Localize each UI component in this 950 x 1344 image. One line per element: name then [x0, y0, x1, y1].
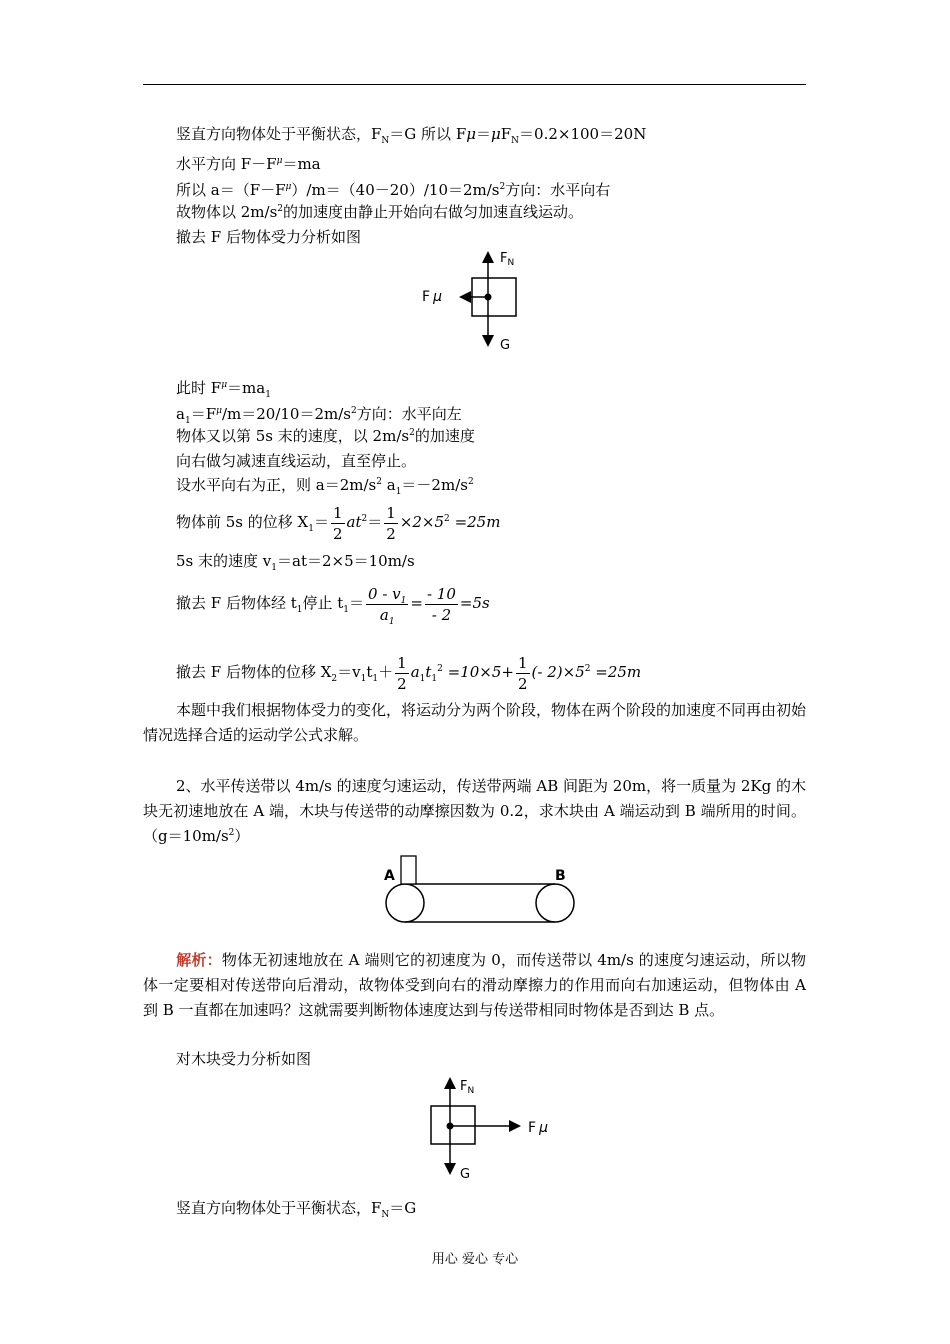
page-footer: 用心 爱心 专心 [431, 1252, 519, 1267]
summary-paragraph: 本题中我们根据物体受力的变化，将运动分为两个阶段，物体在两个阶段的加速度不同再由初始情况选择合适的运动学公式求解。 [143, 701, 807, 744]
text-line: 水平方向 $F-F^\mu=ma$ [176, 155, 321, 173]
pulley-a [386, 884, 424, 922]
equation-x1: 物体前 5s 的位移 $X_1=$ $\frac{1}{2}$ $at^2=$ $\frac{1}{2}$ $\times 2\times 5^2 =25m$ [176, 503, 501, 543]
equation-t1: 撤去 F 后物体经 $t_1$停止 $t_1=$ $\frac{0 - v_1}{a_1}$ = $\frac{- 10}{- 2}$ =5s [176, 584, 490, 627]
text-line: 故物体以 $2m/s^2$的加速度由静止开始向右做匀加速直线运动。 [176, 203, 584, 221]
fn-label: $F_N$ [500, 251, 515, 268]
text-line: $a_1=F^\mu/m=20/10=2m/s^2$方向：水平向左 [176, 405, 462, 426]
text-line: 竖直方向物体处于平衡状态，$F_N=G$ 所以 $F\mu=\mu F_N=0.2\times 100=20N$ [176, 125, 647, 146]
header-rule [143, 84, 806, 85]
text-line: 设水平向右为正，则 $a=2m/s^2$ $a_1=-2m/s^2$ [176, 476, 474, 497]
text-line: 此时 $F^\mu=ma_1$ [176, 379, 271, 400]
conveyor-belt-diagram [380, 852, 580, 930]
analysis-paragraph: 解析：物体无初速地放在 A 端则它的初速度为 0，而传送带以 4m/s 的速度匀速运动，所以物体一定要相对传送带向后滑动，故物体受到向右的滑动摩擦力的作用而向右加速运动，但物体由 A 到 B 一直都在加速吗？这就需要判断物体速度达到与传送带相同时物体是否到达 B 点。 [143, 951, 806, 1019]
text-line: 竖直方向物体处于平衡状态，$F_N=G$ [176, 1199, 417, 1220]
fn-label: $F_N$ [460, 1079, 475, 1096]
text-line: 所以 $a=(F-F^\mu)/m=(40-20)/10=2m/s^2$方向：水平向右 [176, 181, 611, 199]
problem-2: 2、水平传送带以 4m/s 的速度匀速运动，传送带两端 AB 间距为 20m，将一质量为 2Kg 的木块无初速地放在 A 端，木块与传送带的动摩擦因数为 0.2，求木块由 A 端运动到 B 端所用的时间。$(g=10m/s^2)$ [143, 777, 806, 845]
g-label: G [460, 1167, 471, 1182]
text-line: 向右做匀减速直线运动，直至停止。 [176, 452, 417, 470]
force-diagram-1 [410, 244, 550, 356]
g-label: G [500, 338, 511, 353]
wood-block [401, 856, 416, 884]
text-line: 撤去 F 后物体受力分析如图 [176, 228, 361, 246]
equation-x2: 撤去 F 后物体的位移 $X_2=v_1t_1+$ $\frac{1}{2}$ $a_1t_1^2 =10\times 5+$ $\frac{1}{2}$ (- $2)\times 5^2 =25m$ [176, 653, 642, 693]
text-line: 5s 末的速度 $v_1=at=2\times 5=10m/s$ [176, 552, 415, 573]
text-line: 物体又以第 5s 末的速度，以 $2m/s^2$的加速度 [176, 427, 475, 445]
label-a: A [384, 868, 395, 884]
fmu-label: F μ [528, 1120, 548, 1136]
pulley-b [536, 884, 574, 922]
text-line: 对木块受力分析如图 [176, 1050, 312, 1068]
label-b: B [555, 868, 566, 884]
force-diagram-2 [400, 1070, 580, 1185]
fmu-label: F μ [422, 289, 442, 305]
